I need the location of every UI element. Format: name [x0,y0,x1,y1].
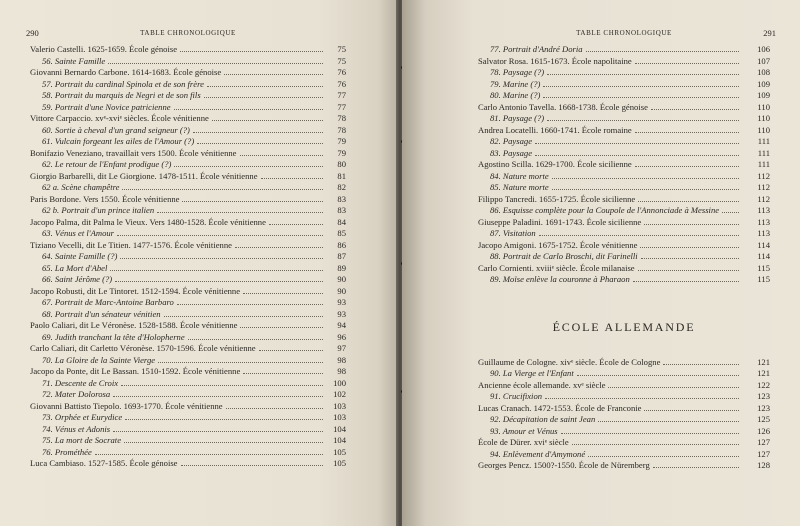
painting-title: 84. Nature morte [490,170,549,181]
entry-page-number: 102 [333,389,346,399]
entry-page-number: 105 [333,458,346,468]
painting-entry [30,263,346,275]
painting-title: 75. La mort de Socrate [42,435,122,445]
dot-leader [235,247,323,248]
dot-leader [635,166,739,167]
dot-leader [644,410,739,411]
dot-leader [181,465,324,466]
artist-heading: Carlo Cornienti. xviiiᵉ siècle. École milanaise [478,262,635,273]
dot-leader [638,201,739,202]
artist-entry [478,159,770,171]
entry-page-number: 75 [337,44,346,54]
painting-title: 62 b. Portrait d'un prince italien [42,205,155,215]
dot-leader [633,281,739,282]
entry-page-number: 89 [337,262,346,273]
dot-leader [174,109,323,110]
artist-entry [30,67,346,79]
painting-title: 81. Paysage (?) [490,113,545,123]
artist-entry [478,56,770,68]
entry-page-number: 82 [337,182,346,192]
artist-entry [478,240,770,252]
painting-title: 69. Judith tranchant la tête d'Holopherne [42,331,185,342]
dot-leader [588,456,739,457]
artist-heading: Guillaume de Cologne. xivᵉ siècle. École de Cologne [478,356,661,367]
painting-title: 80. Marine (?) [490,90,541,100]
entry-page-number: 127 [757,437,770,447]
artist-entry [30,194,346,206]
dot-leader [180,51,323,52]
painting-entry [30,90,346,102]
artist-heading: Valerio Castelli. 1625-1659. École génoise [30,44,178,54]
painting-entry [30,412,346,424]
artist-heading: Salvator Rosa. 1615-1673. École napolitaine [478,55,632,66]
artist-entry [30,343,346,355]
dot-leader [240,155,324,156]
painting-entry [478,67,770,79]
left-page-number: 290 [26,28,39,38]
artist-heading: Giovanni Bernardo Carbone. 1614-1683. École génoise [30,67,222,77]
painting-entry [30,274,346,286]
entry-page-number: 84 [337,216,346,227]
dot-leader [577,375,739,376]
entry-page-number: 114 [757,239,770,250]
painting-title: 92. Décapitation de saint Jean [490,414,596,424]
painting-title: 58. Portrait du marquis de Negri et de son fils [42,90,201,100]
artist-heading: Carlo Caliari, dit Carletto Véronèse. 1570-1596. École vénitienne [30,343,256,353]
artist-heading: Giuseppe Paladini. 1691-1743. École sicilienne [478,216,642,227]
dot-leader [547,120,739,121]
dot-leader [535,155,739,156]
painting-title: 94. Enlèvement d'Amymoné [490,448,586,459]
dot-leader [164,316,323,317]
dot-leader [545,398,739,399]
painting-title: 85. Nature morte [490,182,549,192]
entry-page-number: 112 [757,193,770,204]
painting-entry [478,251,770,263]
painting-title: 65. La Mort d'Abel [42,262,108,273]
entry-page-number: 125 [757,414,770,424]
entry-page-number: 100 [333,377,346,388]
dot-leader [204,97,323,98]
painting-title: 70. La Gloire de la Sainte Vierge [42,354,156,365]
right-page-number: 291 [763,28,776,38]
painting-entry [30,136,346,148]
artist-heading: Giovanni Battisto Tiepolo. 1693-1770. École vénitienne [30,400,223,411]
painting-entry [30,56,346,68]
painting-title: 93. Amour et Vénus [490,425,558,436]
dot-leader [543,86,739,87]
entry-page-number: 126 [757,425,770,436]
painting-entry [30,424,346,436]
painting-entry [478,368,770,380]
painting-title: 66. Saint Jérôme (?) [42,274,113,284]
left-page-header [26,28,346,40]
entry-page-number: 121 [757,356,770,367]
artist-entry [30,171,346,183]
entry-page-number: 111 [757,147,770,158]
dot-leader [157,212,323,213]
entry-page-number: 115 [757,274,770,284]
entry-page-number: 90 [337,274,346,284]
painting-title: 61. Vulcain forgeant les ailes de l'Amour (?) [42,136,195,146]
artist-heading: Ancienne école allemande. xvᵉ siècle [478,379,606,390]
dot-leader [117,235,323,236]
dot-leader [638,270,739,271]
artist-entry [30,240,346,252]
entry-page-number: 86 [337,239,346,250]
dot-leader [224,74,323,75]
painting-title: 77. Portrait d'André Doria [490,44,583,54]
dot-leader [120,258,323,259]
artist-heading: Luca Cambiaso. 1527-1585. École génoise [30,458,178,468]
painting-title: 64. Sainte Famille (?) [42,251,118,261]
left-running-head: TABLE CHRONOLOGIQUE [140,29,236,37]
artist-heading: Agostino Scilla. 1629-1700. École sicilienne [478,159,632,169]
artist-heading: Paris Bordone. Vers 1550. École vénitienne [30,193,180,204]
entry-page-number: 112 [757,170,770,181]
artist-entry [478,437,770,449]
entry-page-number: 104 [333,435,346,445]
artist-heading: Jacopo Palma, dit Palma le Vieux. Vers 1480-1528. École vénitienne [30,216,266,227]
painting-entry [478,182,770,194]
entry-page-number: 75 [337,55,346,66]
artist-entry [478,102,770,114]
artist-entry [30,401,346,413]
dot-leader [543,97,739,98]
right-page [402,0,800,526]
painting-entry [30,447,346,459]
painting-title: 63. Vénus et l'Amour [42,228,115,238]
dot-leader [113,396,323,397]
entry-page-number: 77 [337,101,346,112]
entry-page-number: 107 [757,55,770,66]
entry-page-number: 94 [337,320,346,330]
artist-heading: Carlo Antonio Tavella. 1668-1738. École génoise [478,101,648,112]
painting-entry [30,79,346,91]
dot-leader [177,304,323,305]
entry-page-number: 83 [337,205,346,215]
painting-title: 62 a. Scène champêtre [42,182,120,192]
left-entry-list [30,44,346,470]
artist-entry [30,286,346,298]
painting-entry [30,251,346,263]
entry-page-number: 110 [757,124,770,135]
entry-page-number: 76 [337,78,346,89]
painting-title: 83. Paysage [490,147,533,158]
painting-entry [478,414,770,426]
dot-leader [243,293,323,294]
dot-leader [561,433,739,434]
dot-leader [663,364,739,365]
dot-leader [269,224,323,225]
entry-page-number: 77 [337,90,346,100]
entry-page-number: 109 [757,90,770,100]
dot-leader [535,143,739,144]
entry-page-number: 122 [757,379,770,390]
painting-entry [478,44,770,56]
entry-page-number: 87 [337,251,346,261]
artist-heading: Giorgio Barbarelli, dit Le Giorgione. 1478-1511. École vénitienne [30,170,258,181]
painting-entry [30,182,346,194]
painting-entry [478,79,770,91]
artist-entry [30,458,346,470]
dot-leader [113,431,323,432]
right-entry-list-bottom [478,357,770,472]
dot-leader [552,189,739,190]
artist-entry [30,217,346,229]
dot-leader [539,235,739,236]
painting-entry [478,136,770,148]
entry-page-number: 115 [757,262,770,273]
painting-entry [478,90,770,102]
entry-page-number: 111 [757,136,770,146]
painting-title: 56. Sainte Famille [42,55,106,66]
painting-entry [30,355,346,367]
artist-entry [478,125,770,137]
artist-heading: Georges Pencz. 1500?-1550. École de Nüremberg [478,460,650,470]
dot-leader [95,454,323,455]
entry-page-number: 113 [757,205,770,215]
artist-heading: Jacopo Amigoni. 1675-1752. École vénitienne [478,239,638,250]
painting-title: 89. Moïse enlève la couronne à Pharaon [490,274,630,284]
painting-title: 91. Crucifixion [490,391,543,401]
entry-page-number: 121 [757,368,770,378]
entry-page-number: 104 [333,423,346,434]
painting-entry [478,426,770,438]
entry-page-number: 108 [757,67,770,77]
painting-title: 76. Prométhée [42,446,92,457]
dot-leader [182,201,323,202]
entry-page-number: 113 [757,216,770,227]
painting-entry [30,378,346,390]
dot-leader [261,178,323,179]
dot-leader [243,373,323,374]
section-title: ÉCOLE ALLEMANDE [552,319,696,334]
dot-leader [552,178,739,179]
painting-entry [478,148,770,160]
dot-leader [644,224,739,225]
entry-page-number: 111 [757,159,770,169]
painting-entry [30,435,346,447]
dot-leader [207,86,323,87]
artist-entry [478,263,770,275]
artist-heading: Tiziano Vecelli, dit Le Titien. 1477-1576. École vénitienne [30,239,232,250]
entry-page-number: 76 [337,67,346,77]
entry-page-number: 109 [757,78,770,89]
dot-leader [572,444,739,445]
painting-entry [478,274,770,286]
artist-entry [30,113,346,125]
dot-leader [193,132,323,133]
painting-title: 74. Vénus et Adonis [42,423,111,434]
entry-page-number: 112 [757,182,770,192]
painting-entry [30,159,346,171]
dot-leader [188,339,323,340]
entry-page-number: 114 [757,251,770,261]
painting-title: 62. Le retour de l'Enfant prodigue (?) [42,159,172,169]
painting-entry [478,205,770,217]
painting-entry [30,125,346,137]
dot-leader [635,132,739,133]
left-page [0,0,398,526]
artist-heading: Jacopo Robusti, dit Le Tintoret. 1512-1594. École vénitienne [30,285,241,296]
dot-leader [108,63,323,64]
painting-entry [30,205,346,217]
entry-page-number: 110 [757,101,770,112]
entry-page-number: 106 [757,44,770,54]
dot-leader [635,63,739,64]
artist-heading: Lucas Cranach. 1472-1553. École de Franconie [478,402,642,413]
artist-heading: Paolo Caliari, dit Le Véronèse. 1528-1588. École vénitienne [30,320,238,330]
dot-leader [125,419,323,420]
entry-page-number: 81 [337,170,346,181]
artist-entry [478,357,770,369]
painting-entry [30,389,346,401]
entry-page-number: 93 [337,308,346,319]
artist-entry [30,44,346,56]
dot-leader [226,408,323,409]
entry-page-number: 127 [757,448,770,459]
painting-title: 60. Sortie à cheval d'un grand seigneur (?) [42,124,190,135]
dot-leader [212,120,323,121]
dot-leader [651,109,739,110]
dot-leader [240,327,323,328]
painting-title: 72. Mater Dolorosa [42,389,111,399]
dot-leader [547,74,739,75]
artist-heading: Bonifazio Veneziano, travaillait vers 1500. École vénitienne [30,147,237,158]
entry-page-number: 105 [333,446,346,457]
dot-leader [722,212,739,213]
dot-leader [653,467,739,468]
dot-leader [608,387,739,388]
artist-entry [478,460,770,472]
artist-heading: Vittore Carpaccio. xvᵉ-xviᵉ siècles. École vénitienne [30,113,209,123]
entry-page-number: 93 [337,297,346,307]
painting-entry [30,297,346,309]
dot-leader [121,385,323,386]
painting-entry [478,228,770,240]
painting-title: 86. Esquisse complète pour la Coupole de l'Annonciade à Messine [490,205,720,215]
entry-page-number: 79 [337,147,346,158]
painting-title: 57. Portrait du cardinal Spinola et de son frère [42,78,204,89]
entry-page-number: 85 [337,228,346,238]
painting-title: 71. Descente de Croix [42,377,119,388]
entry-page-number: 78 [337,113,346,123]
painting-entry [30,102,346,114]
entry-page-number: 110 [757,113,770,123]
entry-page-number: 79 [337,136,346,146]
dot-leader [110,270,323,271]
entry-page-number: 80 [337,159,346,169]
painting-title: 78. Paysage (?) [490,67,545,77]
artist-heading: Andrea Locatelli. 1660-1741. École romaine [478,124,632,135]
painting-title: 90. La Vierge et l'Enfant [490,368,574,378]
dot-leader [158,362,323,363]
right-page-header [478,28,776,40]
dot-leader [197,143,323,144]
artist-entry [478,194,770,206]
painting-title: 73. Orphée et Eurydice [42,412,123,422]
artist-entry [478,217,770,229]
painting-title: 87. Visitation [490,228,536,238]
entry-page-number: 78 [337,124,346,135]
artist-entry [30,148,346,160]
entry-page-number: 103 [333,412,346,422]
painting-title: 68. Portrait d'un sénateur vénitien [42,308,161,319]
entry-page-number: 90 [337,285,346,296]
artist-entry [30,366,346,378]
painting-title: 82. Paysage [490,136,533,146]
entry-page-number: 83 [337,193,346,204]
dot-leader [124,442,323,443]
painting-title: 59. Portrait d'une Novice patricienne [42,101,171,112]
artist-entry [30,320,346,332]
artist-heading: Filippo Tancredi. 1655-1725. École sicilienne [478,193,636,204]
dot-leader [586,51,739,52]
painting-entry [478,449,770,461]
dot-leader [115,281,323,282]
dot-leader [641,258,739,259]
painting-entry [478,391,770,403]
entry-page-number: 97 [337,343,346,353]
dot-leader [174,166,323,167]
painting-title: 67. Portrait de Marc-Antoine Barbaro [42,297,174,307]
right-running-head: TABLE CHRONOLOGIQUE [576,29,672,37]
entry-page-number: 98 [337,354,346,365]
dot-leader [598,421,739,422]
artist-heading: École de Dürer. xviᵉ siècle [478,437,569,447]
dot-leader [259,350,323,351]
entry-page-number: 98 [337,366,346,376]
artist-entry [478,403,770,415]
entry-page-number: 113 [757,228,770,238]
painting-entry [30,228,346,240]
dot-leader [122,189,323,190]
entry-page-number: 103 [333,400,346,411]
painting-title: 88. Portrait de Carlo Broschi, dit Farinelli [490,251,638,261]
entry-page-number: 123 [757,391,770,401]
artist-heading: Jacopo da Ponte, dit Le Bassan. 1510-1592. École vénitienne [30,366,241,376]
entry-page-number: 128 [757,460,770,470]
entry-page-number: 123 [757,402,770,413]
entry-page-number: 96 [337,331,346,342]
painting-entry [478,171,770,183]
painting-entry [30,309,346,321]
artist-entry [478,380,770,392]
painting-entry [478,113,770,125]
painting-entry [30,332,346,344]
right-entry-list-top [478,44,770,286]
dot-leader [640,247,739,248]
painting-title: 79. Marine (?) [490,78,541,89]
